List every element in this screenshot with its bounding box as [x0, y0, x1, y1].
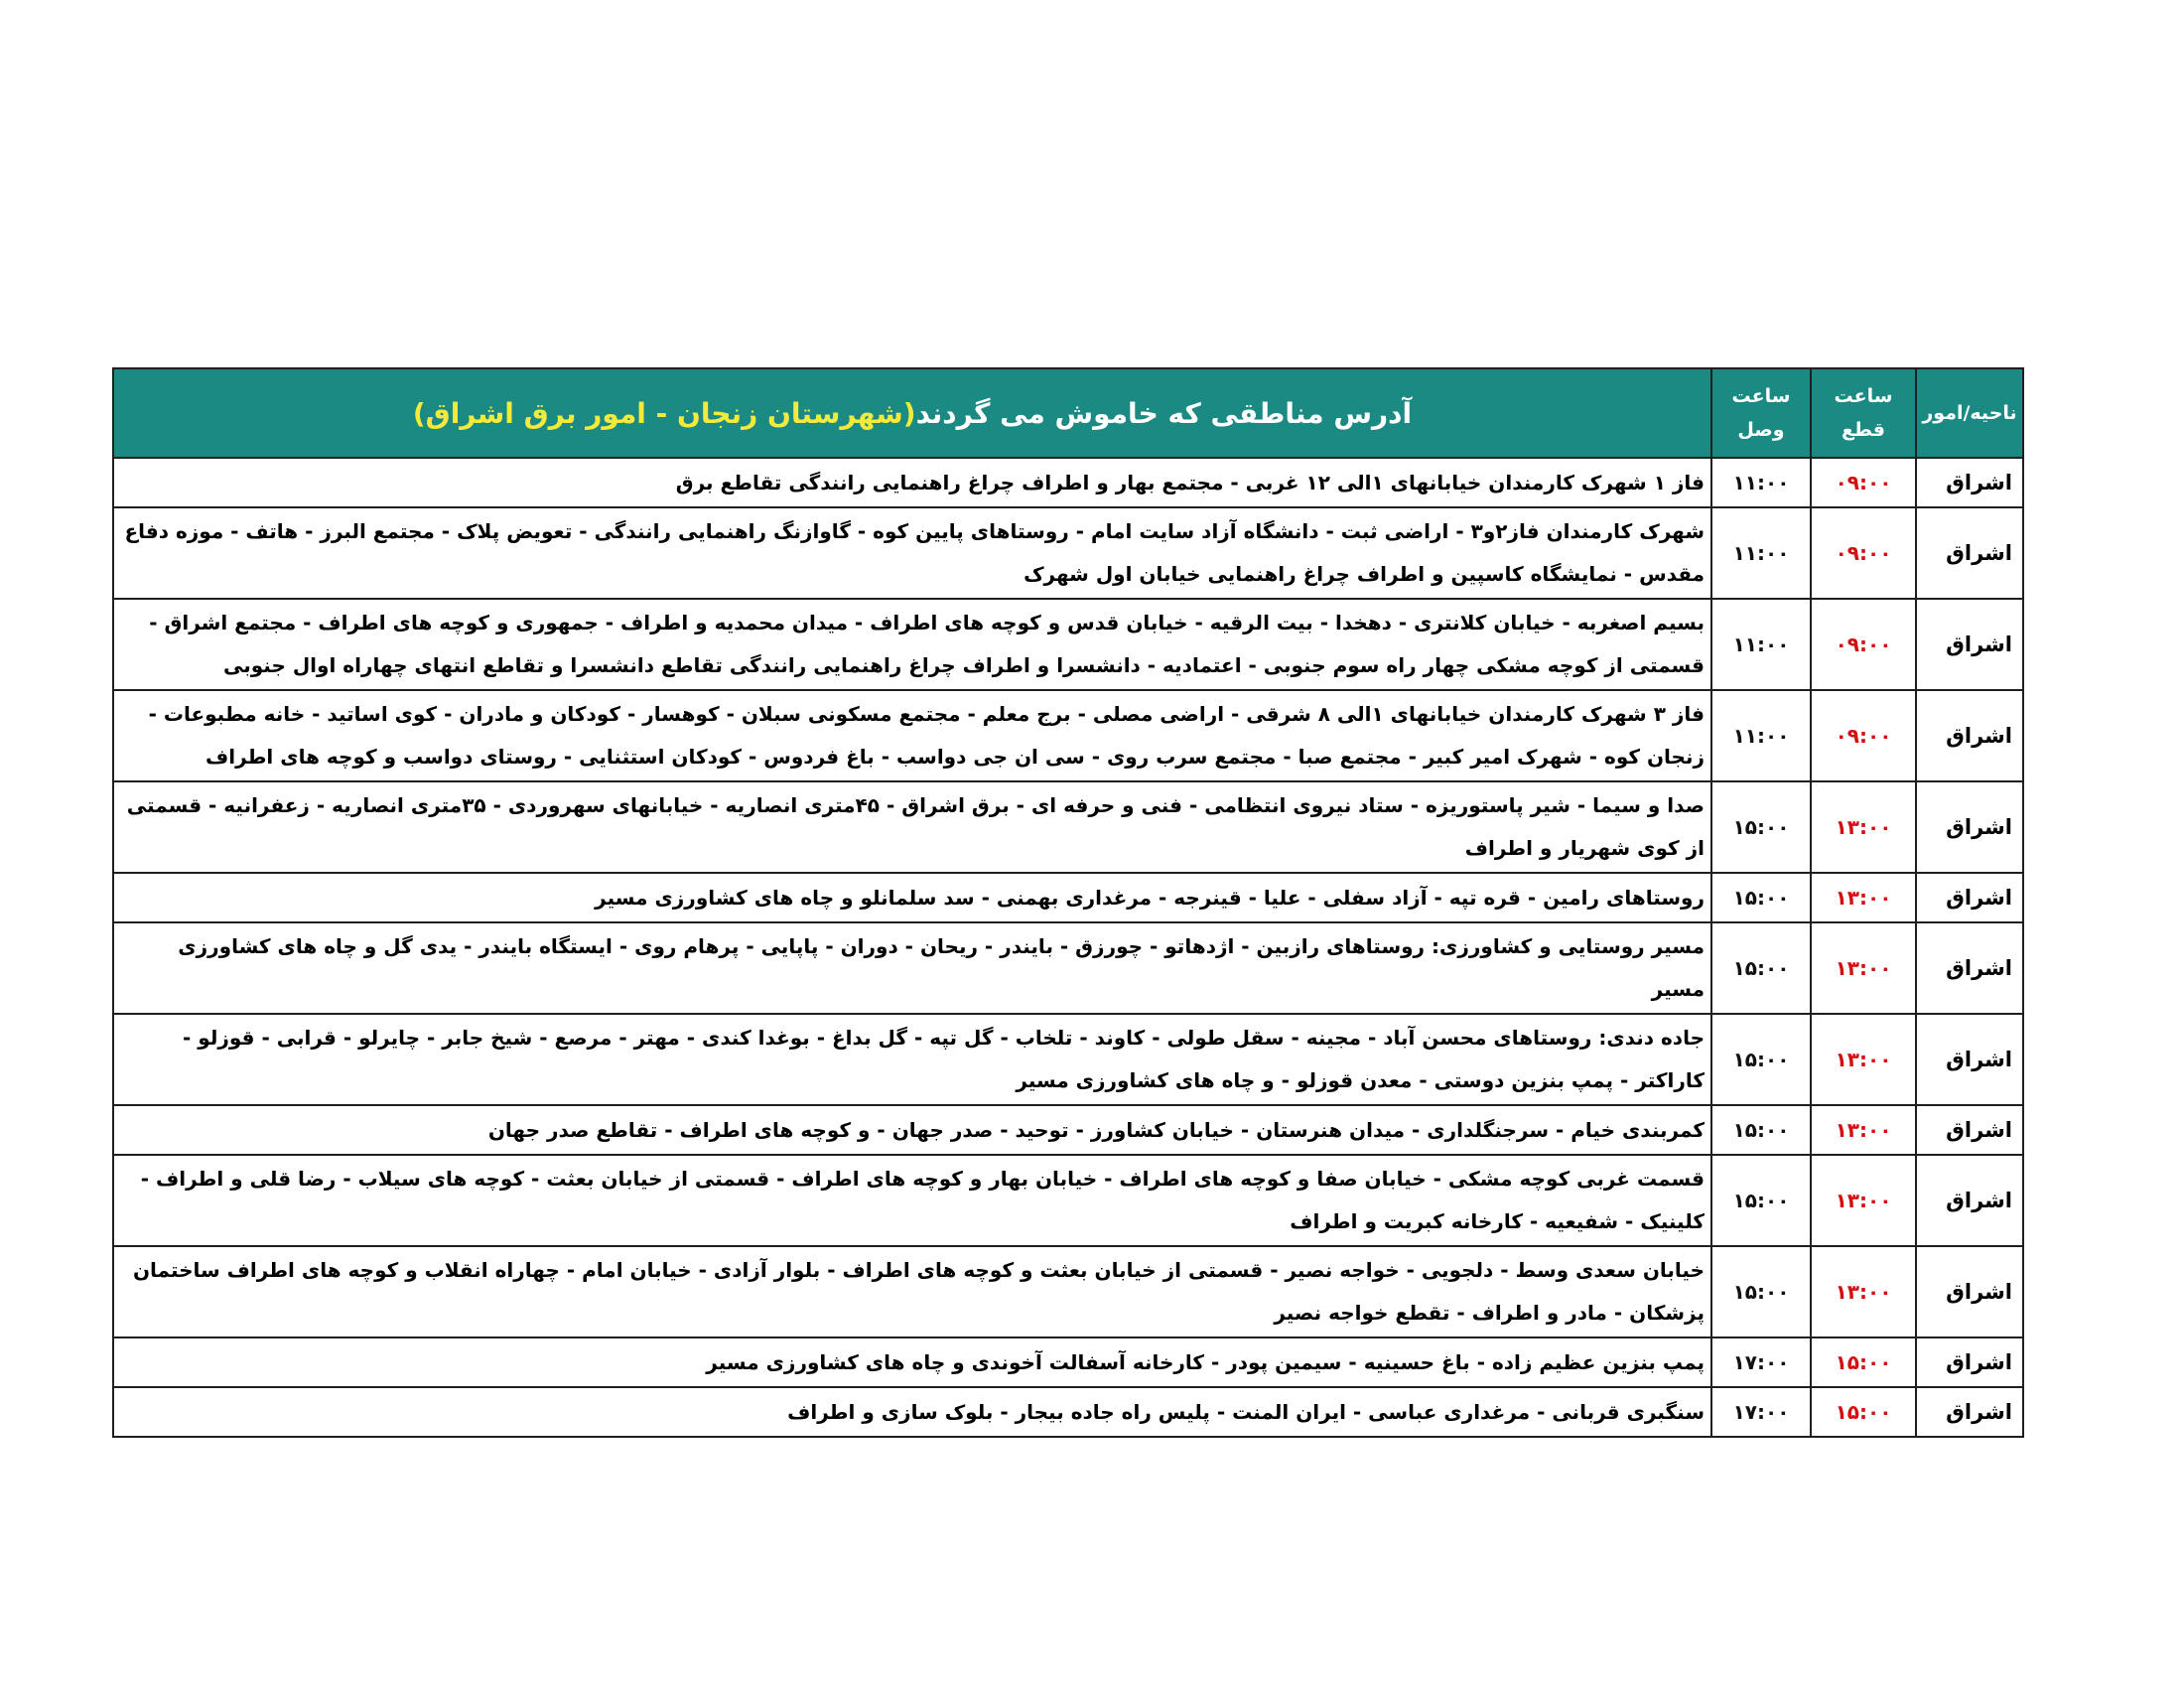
reconnect-time-cell: ۱۵:۰۰	[1711, 873, 1811, 922]
table-row	[113, 781, 2023, 873]
district-cell: اشراق	[1916, 507, 2023, 599]
district-cell: اشراق	[1916, 1105, 2023, 1155]
cut-time-column-header: ساعت قطع	[1811, 368, 1916, 458]
district-cell: اشراق	[1916, 1246, 2023, 1337]
table-row	[113, 690, 2023, 781]
address-header-highlight: (شهرستان زنجان - امور برق اشراق)	[412, 396, 916, 430]
district-cell: اشراق	[1916, 1337, 2023, 1387]
address-cell: مسیر روستایی و کشاورزی: روستاهای رازبین - اژدهاتو - چورزق - بایندر - ریحان - دوران - پاپایی - پرهام روی - ایستگاه بایندر - یدی گل و چاه های کشاورزی مسیر	[113, 922, 1711, 1014]
address-cell: صدا و سیما - شیر پاستوریزه - ستاد نیروی انتظامی - فنی و حرفه ای - برق اشراق - ۴۵متری انصاریه - خیابانهای سهروردی - ۳۵متری انصاریه - زعفرانیه - قسمتی از کوی شهریار و اطراف	[113, 781, 1711, 873]
address-cell: پمپ بنزین عظیم زاده - باغ حسینیه - سیمین پودر - کارخانه آسفالت آخوندی و چاه های کشاورزی مسیر	[113, 1337, 1711, 1387]
address-cell: شهرک کارمندان فاز۲و۳ - اراضی ثبت - دانشگاه آزاد سایت امام - روستاهای پایین کوه - گاوازنگ راهنمایی رانندگی - تعویض پلاک - مجتمع البرز - هاتف - موزه دفاع مقدس - نمایشگاه کاسپین و اطراف چراغ راهنمایی خیابان اول شهرک	[113, 507, 1711, 599]
reconnect-time-cell: ۱۱:۰۰	[1711, 458, 1811, 507]
cut-time-cell: ۱۳:۰۰	[1811, 781, 1916, 873]
cut-time-cell: ۱۳:۰۰	[1811, 1155, 1916, 1246]
address-cell: روستاهای رامین - قره تپه - آزاد سفلی - علیا - قینرجه - مرغداری بهمنی - سد سلمانلو و چاه های کشاورزی مسیر	[113, 873, 1711, 922]
header-row	[113, 368, 2023, 458]
cut-time-cell: ۱۵:۰۰	[1811, 1387, 1916, 1437]
outage-table	[112, 367, 2024, 1438]
district-cell: اشراق	[1916, 922, 2023, 1014]
cut-time-cell: ۰۹:۰۰	[1811, 507, 1916, 599]
address-cell: سنگبری قربانی - مرغداری عباسی - ایران المنت - پلیس راه جاده بیجار - بلوک سازی و اطراف	[113, 1387, 1711, 1437]
reconnect-time-cell: ۱۱:۰۰	[1711, 507, 1811, 599]
reconnect-time-cell: ۱۷:۰۰	[1711, 1387, 1811, 1437]
district-cell: اشراق	[1916, 873, 2023, 922]
reconnect-time-cell: ۱۵:۰۰	[1711, 781, 1811, 873]
address-cell: کمربندی خیام - سرجنگلداری - میدان هنرستان - خیابان کشاورز - توحید - صدر جهان - و کوچه های اطراف - تقاطع صدر جهان	[113, 1105, 1711, 1155]
table-row	[113, 1105, 2023, 1155]
reconnect-time-cell: ۱۵:۰۰	[1711, 1246, 1811, 1337]
address-cell: خیابان سعدی وسط - دلجویی - خواجه نصیر - قسمتی از خیابان بعثت و کوچه های اطراف - بلوار آزادی - خیابان امام - چهاراه انقلاب و کوچه های اطراف ساختمان پزشکان - مادر و اطراف - تقطع خواجه نصیر	[113, 1246, 1711, 1337]
district-cell: اشراق	[1916, 781, 2023, 873]
address-cell: بسیم اصغربه - خیابان کلانتری - دهخدا - بیت الرقیه - خیابان قدس و کوچه های اطراف - میدان محمدیه و اطراف - جمهوری و کوچه های اطراف - مجتمع اشراق - قسمتی از کوچه مشکی چهار راه سوم جنوبی - اعتمادیه - دانشسرا و اطراف چراغ راهنمایی رانندگی تقاطع دانشسرا و تقاطع انتهای چهاراه اوال جنوبی	[113, 599, 1711, 690]
table-row	[113, 507, 2023, 599]
district-cell: اشراق	[1916, 458, 2023, 507]
district-cell: اشراق	[1916, 1387, 2023, 1437]
reconnect-time-column-header: ساعت وصل	[1711, 368, 1811, 458]
address-cell: فاز ۱ شهرک کارمندان خیابانهای ۱الی ۱۲ غربی - مجتمع بهار و اطراف چراغ راهنمایی رانندگی تقاطع برق	[113, 458, 1711, 507]
table-row	[113, 1246, 2023, 1337]
address-header-prefix: آدرس مناطقی که خاموش می گردند	[915, 396, 1413, 430]
reconnect-time-cell: ۱۵:۰۰	[1711, 1155, 1811, 1246]
outage-schedule	[112, 367, 2022, 1438]
reconnect-time-cell: ۱۵:۰۰	[1711, 922, 1811, 1014]
table-row	[113, 1155, 2023, 1246]
reconnect-time-cell: ۱۱:۰۰	[1711, 599, 1811, 690]
reconnect-time-cell: ۱۵:۰۰	[1711, 1105, 1811, 1155]
cut-time-cell: ۰۹:۰۰	[1811, 690, 1916, 781]
table-row	[113, 599, 2023, 690]
district-cell: اشراق	[1916, 1014, 2023, 1105]
table-row	[113, 873, 2023, 922]
cut-time-cell: ۱۳:۰۰	[1811, 873, 1916, 922]
cut-time-cell: ۰۹:۰۰	[1811, 599, 1916, 690]
cut-time-cell: ۰۹:۰۰	[1811, 458, 1916, 507]
table-row	[113, 458, 2023, 507]
table-row	[113, 1014, 2023, 1105]
address-cell: جاده دندی: روستاهای محسن آباد - مجینه - سقل طولی - کاوند - تلخاب - گل تپه - گل بداغ - بوغدا کندی - مهتر - مرصع - شیخ جابر - چایرلو - قرابی - قوزلو - کاراکتر - پمپ بنزین دوستی - معدن قوزلو - و چاه های کشاورزی مسیر	[113, 1014, 1711, 1105]
cut-time-cell: ۱۳:۰۰	[1811, 1246, 1916, 1337]
district-column-header: ناحیه/امور	[1916, 368, 2023, 458]
district-cell: اشراق	[1916, 599, 2023, 690]
table-row	[113, 1337, 2023, 1387]
cut-time-cell: ۱۵:۰۰	[1811, 1337, 1916, 1387]
table-row	[113, 922, 2023, 1014]
reconnect-time-cell: ۱۷:۰۰	[1711, 1337, 1811, 1387]
table-row	[113, 1387, 2023, 1437]
reconnect-time-cell: ۱۱:۰۰	[1711, 690, 1811, 781]
district-cell: اشراق	[1916, 690, 2023, 781]
district-cell: اشراق	[1916, 1155, 2023, 1246]
cut-time-cell: ۱۳:۰۰	[1811, 1105, 1916, 1155]
address-cell: قسمت غربی کوچه مشکی - خیابان صفا و کوچه های اطراف - خیابان بهار و کوچه های اطراف - قسمتی از خیابان بعثت - کوچه های سیلاب - رضا قلی و اطراف - کلینیک - شفیعیه - کارخانه کبریت و اطراف	[113, 1155, 1711, 1246]
reconnect-time-cell: ۱۵:۰۰	[1711, 1014, 1811, 1105]
cut-time-cell: ۱۳:۰۰	[1811, 1014, 1916, 1105]
address-column-header	[113, 368, 1711, 458]
address-cell: فاز ۳ شهرک کارمندان خیابانهای ۱الی ۸ شرقی - اراضی مصلی - برج معلم - مجتمع مسکونی سبلان - کوهسار - کودکان و مادران - کوی اساتید - خانه مطبوعات - زنجان کوه - شهرک امیر کبیر - مجتمع صبا - مجتمع سرب روی - سی ان جی دواسب - باغ فردوس - کودکان استثنایی - روستای دواسب و کوچه های اطراف	[113, 690, 1711, 781]
cut-time-cell: ۱۳:۰۰	[1811, 922, 1916, 1014]
